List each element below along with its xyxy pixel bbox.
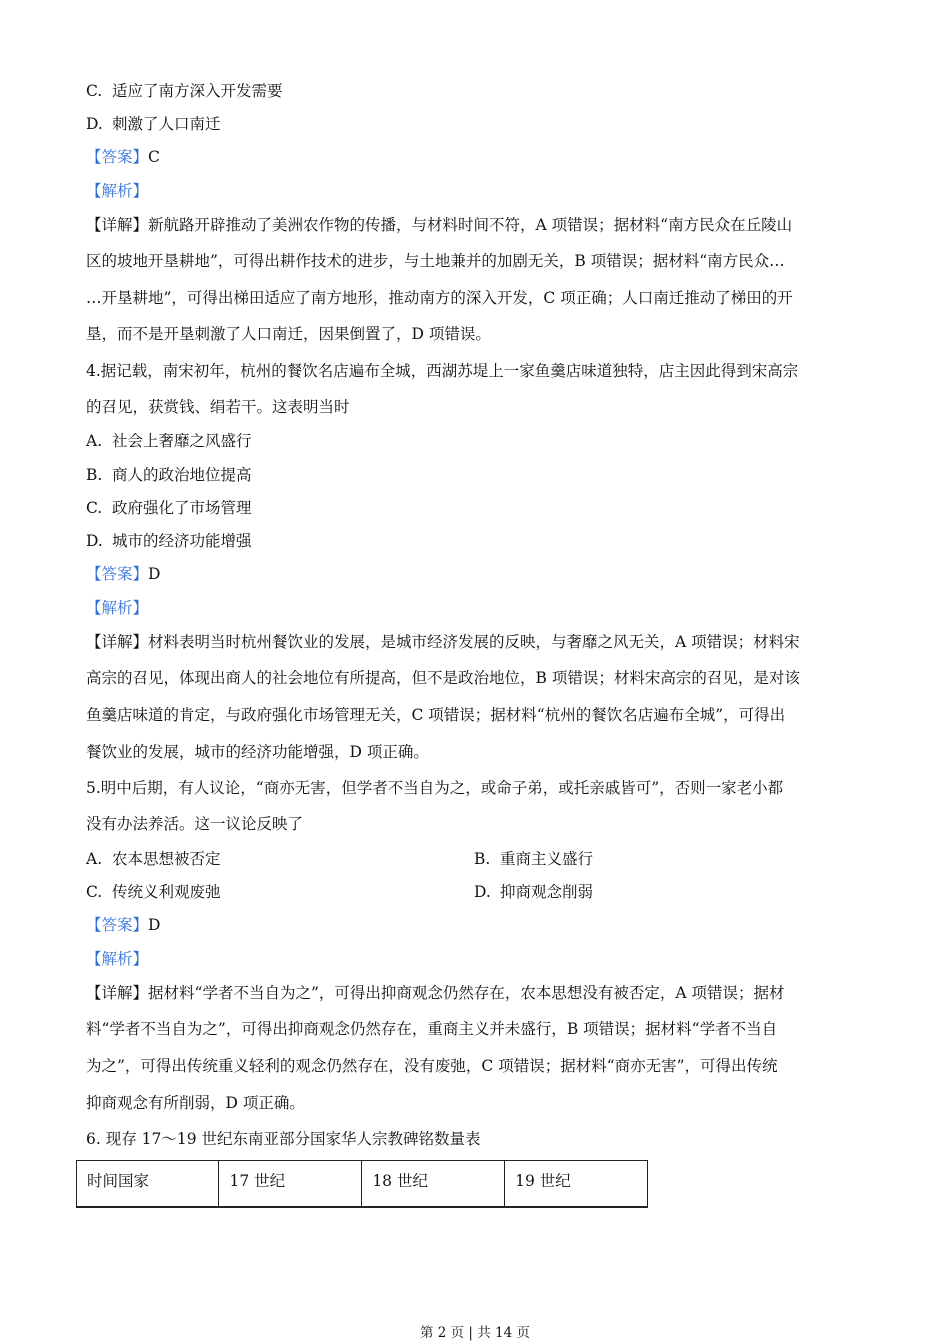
q3-option-c: C. 适应了南方深入开发需要 <box>86 82 283 100</box>
table-header-cell: 时间国家 <box>77 1161 219 1208</box>
q5-detail-line-4: 抑商观念有所削弱，D 项正确。 <box>86 1094 305 1112</box>
q5-option-b: B. 重商主义盛行 <box>474 850 594 868</box>
table-header-cell: 17 世纪 <box>219 1161 362 1208</box>
q4-detail-line-1: 【详解】材料表明当时杭州餐饮业的发展，是城市经济发展的反映，与奢靡之风无关，A 项错误；材料宋 <box>86 633 800 651</box>
q5-option-c: C. 传统义利观废弛 <box>86 883 221 901</box>
q3-analysis-tag: 【解析】 <box>86 182 149 200</box>
q5-option-d: D. 抑商观念削弱 <box>474 883 594 901</box>
answer-tag: 【答案】 <box>86 916 149 934</box>
q3-detail-line-2: 区的坡地开垦耕地”，可得出耕作技术的进步，与土地兼并的加剧无关，B 项错误；据材料“南方民众… <box>86 252 785 270</box>
q5-detail-line-1: 【详解】据材料“学者不当自为之”，可得出抑商观念仍然存在，农本思想没有被否定，A 项错误；据材 <box>86 984 785 1002</box>
answer-tag: 【答案】 <box>86 565 149 583</box>
q4-option-c: C. 政府强化了市场管理 <box>86 499 252 517</box>
q5-stem-line-2: 没有办法养活。这一议论反映了 <box>86 815 304 833</box>
q4-answer: 【答案】D <box>86 565 161 583</box>
q3-option-d: D. 刺激了人口南迁 <box>86 115 221 133</box>
q4-stem-line-1: 4.据记载，南宋初年，杭州的餐饮名店遍布全城，西湖苏堤上一家鱼羹店味道独特，店主因此得到宋高宗 <box>86 362 799 380</box>
q4-option-a: A. 社会上奢靡之风盛行 <box>86 432 252 450</box>
q5-analysis-tag: 【解析】 <box>86 950 149 968</box>
q4-detail-line-2: 高宗的召见，体现出商人的社会地位有所提高，但不是政治地位，B 项错误；材料宋高宗的召见，是对该 <box>86 669 800 687</box>
q3-detail-line-3: …开垦耕地”，可得出梯田适应了南方地形，推动南方的深入开发，C 项正确；人口南迁推动了梯田的开 <box>86 289 793 307</box>
q3-detail-line-4: 垦，而不是开垦刺激了人口南迁，因果倒置了，D 项错误。 <box>86 325 491 343</box>
detail-tag: 【详解】 <box>86 216 149 234</box>
page-footer: 第 2 页 | 共 14 页 <box>419 1325 531 1341</box>
table-header-row <box>77 1161 648 1208</box>
q4-option-d: D. 城市的经济功能增强 <box>86 532 252 550</box>
table-header-cell: 19 世纪 <box>505 1161 648 1208</box>
q5-detail-line-2: 料“学者不当自为之”，可得出抑商观念仍然存在，重商主义并未盛行，B 项错误；据材料“学者不当自 <box>86 1020 778 1038</box>
q3-detail-line-1: 【详解】新航路开辟推动了美洲农作物的传播，与材料时间不符，A 项错误；据材料“南方民众在丘陵山 <box>86 216 793 234</box>
inscription-count-table <box>76 1160 648 1208</box>
q5-stem-line-1: 5.明中后期，有人议论，“商亦无害，但学者不当自为之，或命子弟，或托亲戚皆可”，否则一家老小都 <box>86 779 784 797</box>
q3-answer: 【答案】C <box>86 148 160 166</box>
detail-tag: 【详解】 <box>86 984 149 1002</box>
q6-stem: 6. 现存 17～19 世纪东南亚部分国家华人宗教碑铭数量表 <box>86 1130 481 1148</box>
q4-detail-line-3: 鱼羹店味道的肯定，与政府强化市场管理无关，C 项错误；据材料“杭州的餐饮名店遍布全城”，可得出 <box>86 706 786 724</box>
q4-detail-line-4: 餐饮业的发展，城市的经济功能增强，D 项正确。 <box>86 743 429 761</box>
q4-option-b: B. 商人的政治地位提高 <box>86 466 252 484</box>
q4-stem-line-2: 的召见，获赏钱、绢若干。这表明当时 <box>86 398 350 416</box>
q4-analysis-tag: 【解析】 <box>86 599 149 617</box>
q5-detail-line-3: 为之”，可得出传统重义轻利的观念仍然存在，没有废弛，C 项错误；据材料“商亦无害”，可得出传统 <box>86 1057 778 1075</box>
answer-tag: 【答案】 <box>86 148 149 166</box>
q5-option-a: A. 农本思想被否定 <box>86 850 221 868</box>
table-header-cell: 18 世纪 <box>362 1161 505 1208</box>
q5-answer: 【答案】D <box>86 916 161 934</box>
detail-tag: 【详解】 <box>86 633 149 651</box>
